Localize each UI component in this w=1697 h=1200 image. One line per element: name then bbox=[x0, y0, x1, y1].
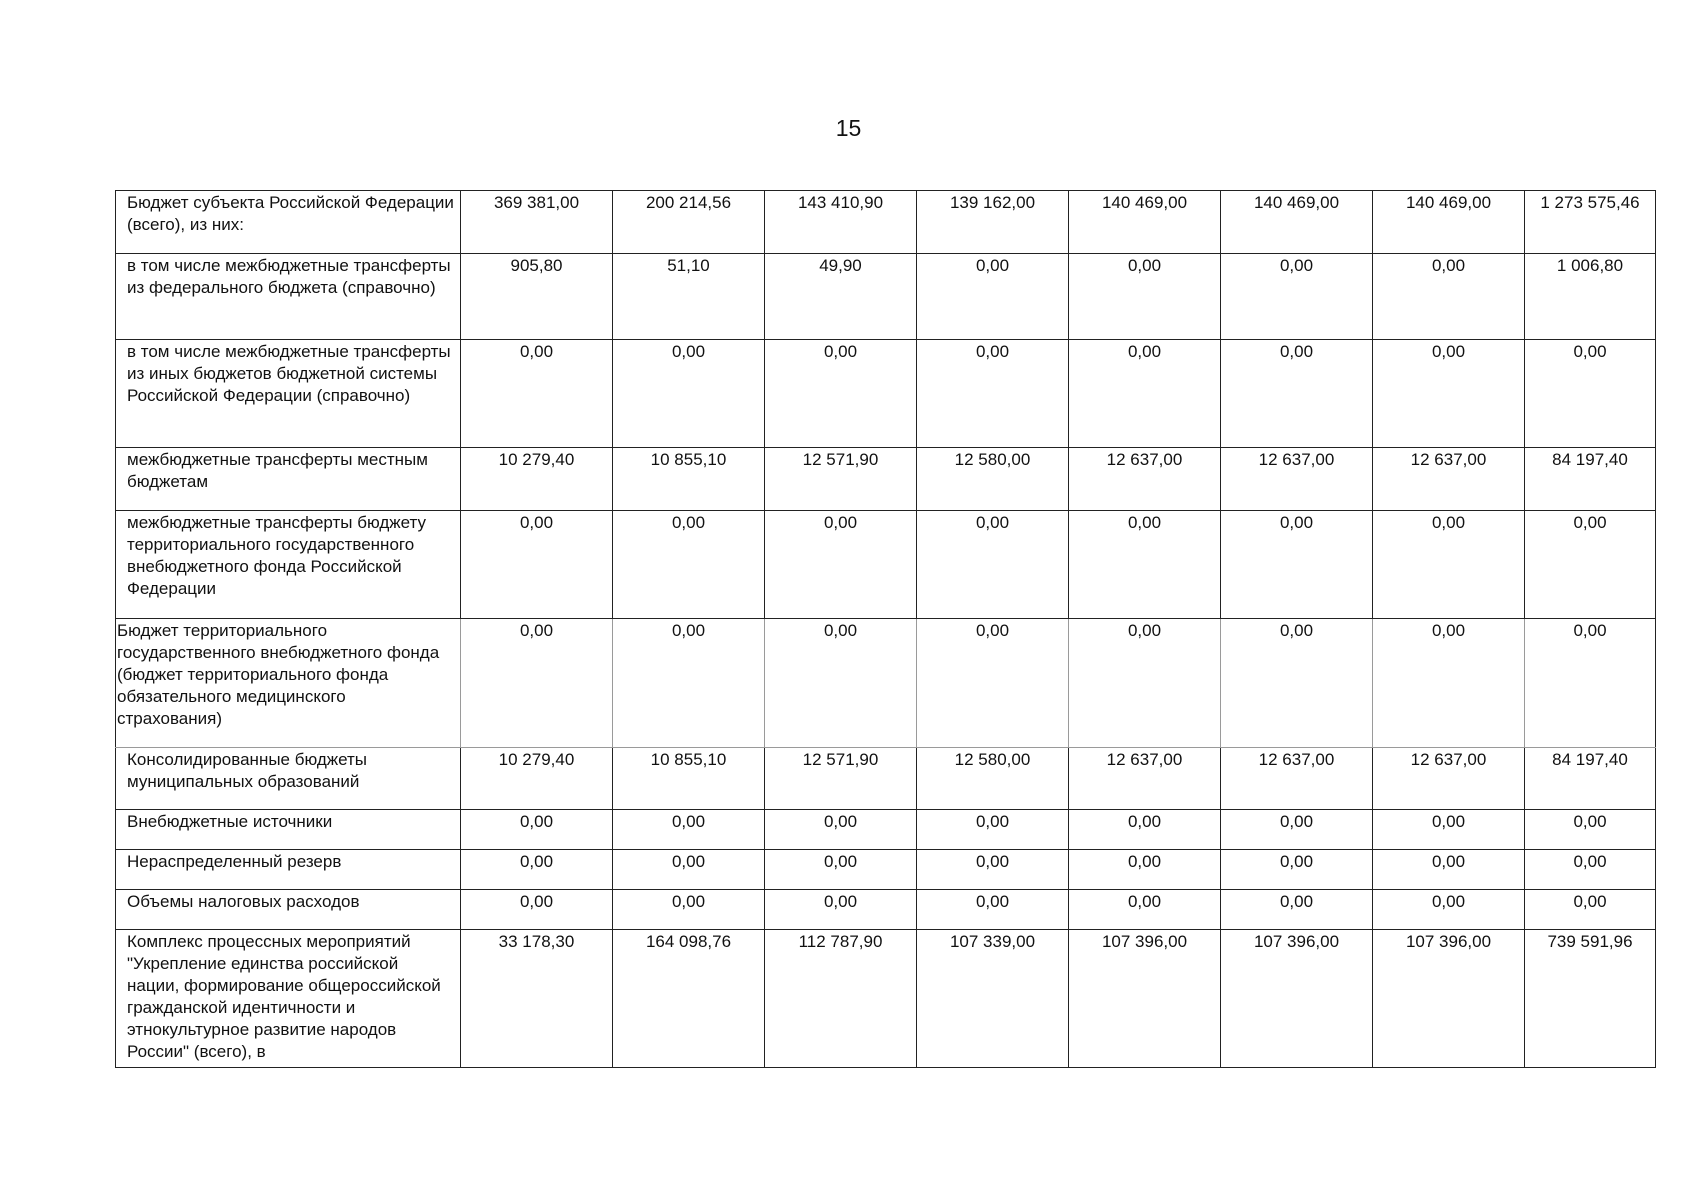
row-label: межбюджетные трансферты местным бюджетам bbox=[116, 448, 461, 511]
value-cell: 200 214,56 bbox=[613, 191, 765, 254]
value-cell: 107 396,00 bbox=[1069, 930, 1221, 1068]
value-cell: 369 381,00 bbox=[461, 191, 613, 254]
value-cell: 10 855,10 bbox=[613, 748, 765, 810]
value-cell: 0,00 bbox=[461, 850, 613, 890]
value-cell: 10 855,10 bbox=[613, 448, 765, 511]
value-cell: 107 396,00 bbox=[1221, 930, 1373, 1068]
value-cell: 107 339,00 bbox=[917, 930, 1069, 1068]
value-cell: 143 410,90 bbox=[765, 191, 917, 254]
value-cell: 139 162,00 bbox=[917, 191, 1069, 254]
row-label: в том числе межбюджетные трансферты из иных бюджетов бюджетной системы Российской Федерации (справочно) bbox=[116, 340, 461, 448]
total-cell: 739 591,96 bbox=[1525, 930, 1656, 1068]
row-label: Объемы налоговых расходов bbox=[116, 890, 461, 930]
total-cell: 0,00 bbox=[1525, 511, 1656, 619]
value-cell: 0,00 bbox=[1069, 890, 1221, 930]
value-cell: 0,00 bbox=[765, 511, 917, 619]
value-cell: 140 469,00 bbox=[1069, 191, 1221, 254]
value-cell: 0,00 bbox=[461, 810, 613, 850]
value-cell: 10 279,40 bbox=[461, 748, 613, 810]
value-cell: 0,00 bbox=[1373, 810, 1525, 850]
value-cell: 12 571,90 bbox=[765, 748, 917, 810]
table-row bbox=[116, 810, 1656, 850]
value-cell: 0,00 bbox=[1069, 254, 1221, 340]
value-cell: 12 637,00 bbox=[1069, 448, 1221, 511]
value-cell: 0,00 bbox=[1221, 511, 1373, 619]
table-row bbox=[116, 619, 1656, 748]
value-cell: 12 637,00 bbox=[1221, 448, 1373, 511]
value-cell: 0,00 bbox=[613, 340, 765, 448]
value-cell: 10 279,40 bbox=[461, 448, 613, 511]
value-cell: 0,00 bbox=[613, 850, 765, 890]
page-number: 15 bbox=[835, 115, 862, 141]
value-cell: 0,00 bbox=[917, 850, 1069, 890]
value-cell: 0,00 bbox=[765, 810, 917, 850]
value-cell: 51,10 bbox=[613, 254, 765, 340]
value-cell: 0,00 bbox=[765, 850, 917, 890]
value-cell: 0,00 bbox=[917, 254, 1069, 340]
value-cell: 0,00 bbox=[1373, 890, 1525, 930]
value-cell: 0,00 bbox=[1221, 619, 1373, 748]
value-cell: 0,00 bbox=[765, 619, 917, 748]
row-label: Комплекс процессных мероприятий "Укрепление единства российской нации, формирование общероссийской гражданской идентичности и этнокультурное развитие народов России" (всего), в bbox=[116, 930, 461, 1068]
value-cell: 0,00 bbox=[917, 340, 1069, 448]
table-row bbox=[116, 930, 1656, 1068]
row-label: Нераспределенный резерв bbox=[116, 850, 461, 890]
value-cell: 12 637,00 bbox=[1373, 748, 1525, 810]
value-cell: 0,00 bbox=[1373, 340, 1525, 448]
value-cell: 0,00 bbox=[1373, 619, 1525, 748]
value-cell: 0,00 bbox=[1221, 340, 1373, 448]
value-cell: 112 787,90 bbox=[765, 930, 917, 1068]
value-cell: 107 396,00 bbox=[1373, 930, 1525, 1068]
table-row bbox=[116, 850, 1656, 890]
value-cell: 0,00 bbox=[461, 890, 613, 930]
value-cell: 0,00 bbox=[1221, 810, 1373, 850]
total-cell: 1 273 575,46 bbox=[1525, 191, 1656, 254]
value-cell: 0,00 bbox=[461, 511, 613, 619]
row-label: Внебюджетные источники bbox=[116, 810, 461, 850]
value-cell: 0,00 bbox=[1069, 619, 1221, 748]
total-cell: 0,00 bbox=[1525, 810, 1656, 850]
value-cell: 0,00 bbox=[917, 810, 1069, 850]
value-cell: 0,00 bbox=[1221, 850, 1373, 890]
row-label: межбюджетные трансферты бюджету территориального государственного внебюджетного фонда Российской Федерации bbox=[116, 511, 461, 619]
total-cell: 0,00 bbox=[1525, 850, 1656, 890]
value-cell: 0,00 bbox=[1069, 850, 1221, 890]
table-row bbox=[116, 254, 1656, 340]
value-cell: 140 469,00 bbox=[1373, 191, 1525, 254]
value-cell: 12 571,90 bbox=[765, 448, 917, 511]
value-cell: 0,00 bbox=[1069, 810, 1221, 850]
value-cell: 12 580,00 bbox=[917, 748, 1069, 810]
budget-table bbox=[115, 190, 1656, 1068]
table-row bbox=[116, 340, 1656, 448]
value-cell: 0,00 bbox=[917, 511, 1069, 619]
row-label: в том числе межбюджетные трансферты из федерального бюджета (справочно) bbox=[116, 254, 461, 340]
table-row bbox=[116, 748, 1656, 810]
value-cell: 0,00 bbox=[613, 890, 765, 930]
value-cell: 12 637,00 bbox=[1221, 748, 1373, 810]
value-cell: 33 178,30 bbox=[461, 930, 613, 1068]
value-cell: 0,00 bbox=[1221, 890, 1373, 930]
value-cell: 0,00 bbox=[461, 340, 613, 448]
value-cell: 12 637,00 bbox=[1069, 748, 1221, 810]
total-cell: 0,00 bbox=[1525, 890, 1656, 930]
value-cell: 905,80 bbox=[461, 254, 613, 340]
value-cell: 0,00 bbox=[917, 890, 1069, 930]
row-label: Бюджет территориального государственного внебюджетного фонда (бюджет территориального фонда обязательного медицинского страхования) bbox=[116, 619, 461, 748]
value-cell: 0,00 bbox=[613, 511, 765, 619]
value-cell: 0,00 bbox=[1373, 254, 1525, 340]
value-cell: 0,00 bbox=[1373, 511, 1525, 619]
value-cell: 0,00 bbox=[613, 619, 765, 748]
total-cell: 1 006,80 bbox=[1525, 254, 1656, 340]
value-cell: 140 469,00 bbox=[1221, 191, 1373, 254]
value-cell: 0,00 bbox=[613, 810, 765, 850]
value-cell: 12 637,00 bbox=[1373, 448, 1525, 511]
value-cell: 164 098,76 bbox=[613, 930, 765, 1068]
value-cell: 0,00 bbox=[1221, 254, 1373, 340]
row-label: Бюджет субъекта Российской Федерации (всего), из них: bbox=[116, 191, 461, 254]
value-cell: 49,90 bbox=[765, 254, 917, 340]
table-row bbox=[116, 890, 1656, 930]
table-row bbox=[116, 191, 1656, 254]
total-cell: 84 197,40 bbox=[1525, 448, 1656, 511]
table-row bbox=[116, 448, 1656, 511]
table-row bbox=[116, 511, 1656, 619]
row-label: Консолидированные бюджеты муниципальных образований bbox=[116, 748, 461, 810]
value-cell: 0,00 bbox=[917, 619, 1069, 748]
total-cell: 0,00 bbox=[1525, 619, 1656, 748]
value-cell: 0,00 bbox=[1069, 340, 1221, 448]
value-cell: 0,00 bbox=[765, 890, 917, 930]
value-cell: 0,00 bbox=[461, 619, 613, 748]
total-cell: 0,00 bbox=[1525, 340, 1656, 448]
value-cell: 0,00 bbox=[765, 340, 917, 448]
value-cell: 0,00 bbox=[1069, 511, 1221, 619]
value-cell: 0,00 bbox=[1373, 850, 1525, 890]
total-cell: 84 197,40 bbox=[1525, 748, 1656, 810]
value-cell: 12 580,00 bbox=[917, 448, 1069, 511]
